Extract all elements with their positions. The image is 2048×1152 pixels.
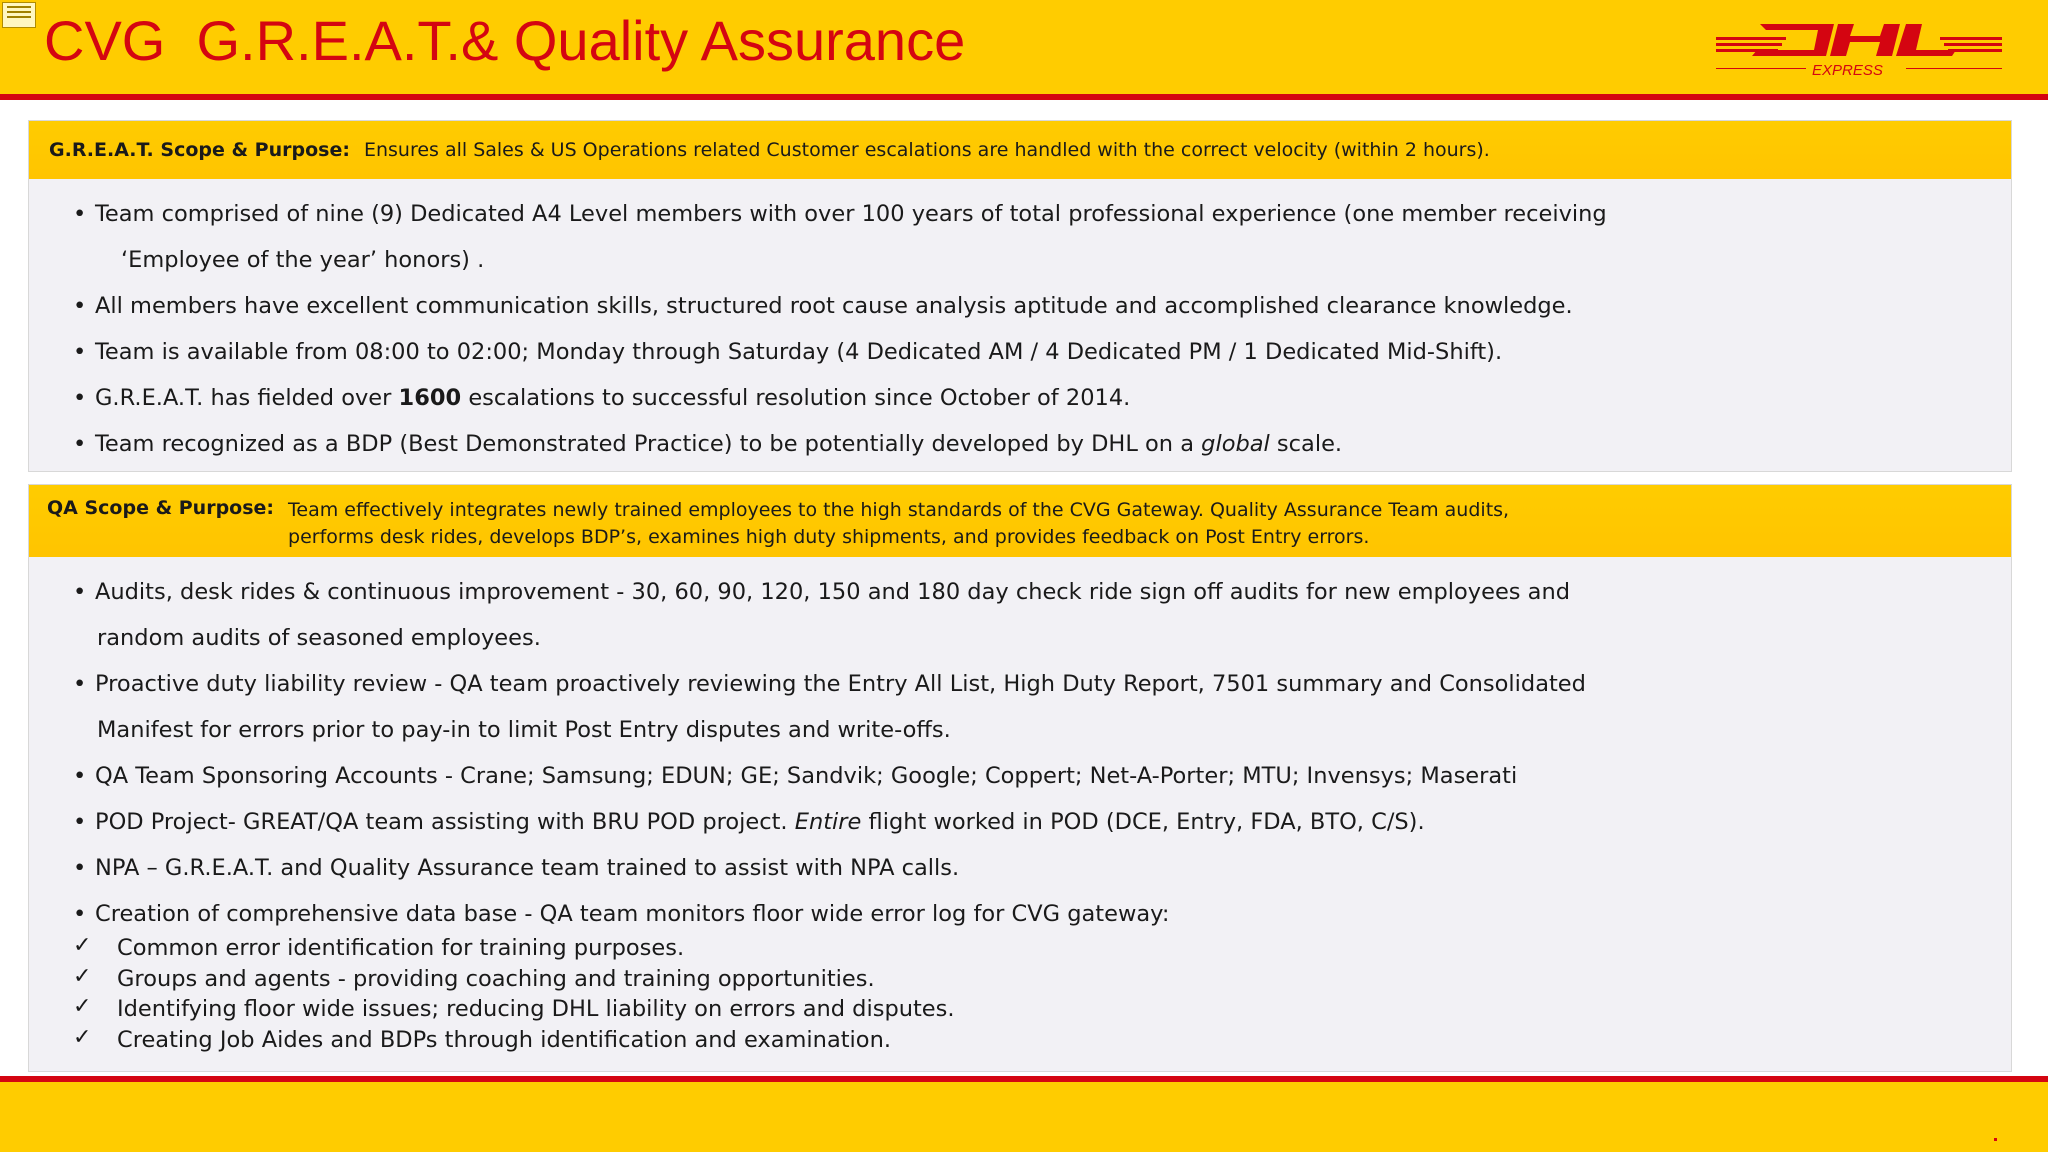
bullet-icon: • <box>73 385 87 411</box>
great-scope-text: Ensures all Sales & US Operations related Customer escalations are handled with the correct velocity (within 2 hours). <box>363 138 1490 161</box>
list-item: • Team is available from 08:00 to 02:00; Monday through Saturday (4 Dedicated AM / 4 Dedicated PM / 1 Dedicated Mid-Shift). <box>29 329 2011 375</box>
list-item: • NPA – G.R.E.A.T. and Quality Assurance team trained to assist with NPA calls. <box>29 845 2011 891</box>
footer-bar <box>0 1082 2048 1152</box>
check-item: ✓ Common error identification for training purposes. <box>73 933 685 961</box>
great-scope-header <box>29 121 2011 179</box>
bullet-icon: • <box>73 809 87 835</box>
footer-mark <box>1994 1138 1997 1141</box>
list-item: • Creation of comprehensive data base - QA team monitors floor wide error log for CVG gateway: <box>29 891 2011 937</box>
great-bullet-list <box>29 191 2011 467</box>
qa-bullet-list <box>29 569 2011 937</box>
bullet-icon: • <box>73 201 87 227</box>
checkmark-icon: ✓ <box>73 933 92 958</box>
bullet-icon: • <box>73 431 87 457</box>
bullet-icon: • <box>73 855 87 881</box>
list-item: • Team comprised of nine (9) Dedicated A4 Level members with over 100 years of total professional experience (one member receiving ‘Employee of the year’ honors) . <box>29 191 2011 283</box>
list-item: • POD Project- GREAT/QA team assisting with BRU POD project. Entire flight worked in POD (DCE, Entry, FDA, BTO, C/S). <box>29 799 2011 845</box>
list-item: • Proactive duty liability review - QA team proactively reviewing the Entry All List, High Duty Report, 7501 summary and Consolidated Manifest for errors prior to pay-in to limit Post Entry disputes and write-offs. <box>29 661 2011 753</box>
bullet-icon: • <box>73 579 87 605</box>
qa-panel <box>28 484 2012 1072</box>
checkmark-icon: ✓ <box>73 1024 92 1050</box>
great-panel <box>28 120 2012 472</box>
list-item: • Team recognized as a BDP (Best Demonstrated Practice) to be potentially developed by DHL on a global scale. <box>29 421 2011 467</box>
bullet-icon: • <box>73 763 87 789</box>
slide-body <box>0 100 2048 1076</box>
bullet-icon: • <box>73 293 87 319</box>
list-item: • All members have excellent communication skills, structured root cause analysis aptitude and accomplished clearance knowledge. <box>29 283 2011 329</box>
check-item: ✓ Groups and agents - providing coaching and training opportunities. <box>73 963 875 992</box>
list-item: • Audits, desk rides & continuous improvement - 30, 60, 90, 120, 150 and 180 day check ride sign off audits for new employees and random audits of seasoned employees. <box>29 569 2011 661</box>
qa-scope-header <box>29 485 2011 557</box>
qa-check-list <box>29 935 2011 1057</box>
qa-scope-label: QA Scope & Purpose: <box>47 497 275 519</box>
bullet-icon: • <box>73 901 87 927</box>
check-item: ✓ Creating Job Aides and BDPs through identification and examination. <box>73 1024 891 1053</box>
dhl-express-logo <box>1716 20 2002 80</box>
checkmark-icon: ✓ <box>73 994 92 1019</box>
qa-scope-text: Team effectively integrates newly trained employees to the high standards of the CVG Gateway. Quality Assurance Team audits, performs desk rides, develops BDP’s, examines high duty shipments, and provides feedback on Post Entry errors. <box>288 499 1510 548</box>
bullet-icon: • <box>73 671 87 697</box>
list-item: • QA Team Sponsoring Accounts - Crane; Samsung; EDUN; GE; Sandvik; Google; Coppert; Net-A-Porter; MTU; Invensys; Maserati <box>29 753 2011 799</box>
check-item: ✓ Identifying floor wide issues; reducing DHL liability on errors and disputes. <box>73 994 955 1022</box>
note-thumbnail-icon[interactable] <box>2 2 36 28</box>
page-title: CVG G.R.E.A.T.& Quality Assurance <box>44 9 966 72</box>
bullet-icon: • <box>73 339 87 365</box>
checkmark-icon: ✓ <box>73 963 92 989</box>
logo-express-text: EXPRESS <box>1812 62 1883 79</box>
list-item: • G.R.E.A.T. has fielded over 1600 escalations to successful resolution since October of 2014. <box>29 375 2011 421</box>
great-scope-label: G.R.E.A.T. Scope & Purpose: <box>49 139 350 161</box>
